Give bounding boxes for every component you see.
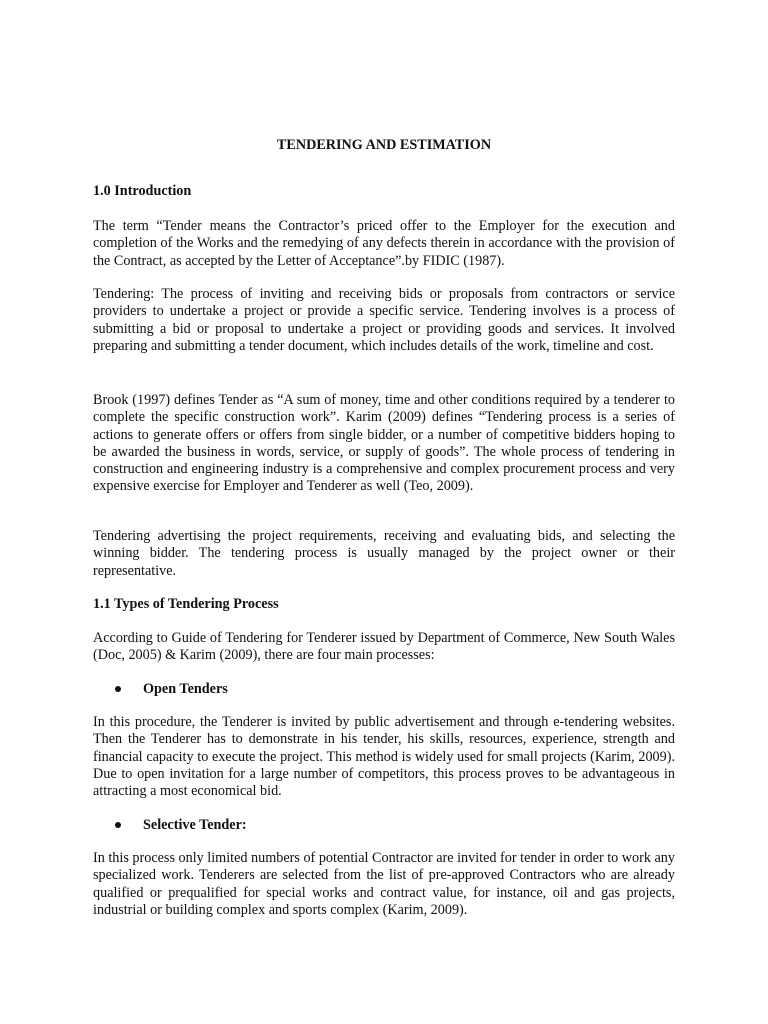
intro-paragraph-brook-karim: Brook (1997) defines Tender as “A sum of money, time and other conditions required by a tenderer to complete the specific construction work”. Karim (2009) defines “Tendering process is a series of actions to generate offers or offers from single bidder, or a number of competitive bidders hoping to be awarded the business in words, service, or supply of goods”. The whole process of tendering in construction and engineering industry is a comprehensive and complex procurement process and very expensive exercise for Employer and Tenderer as well (Teo, 2009). <box>93 392 675 495</box>
section-heading-types: 1.1 Types of Tendering Process <box>93 596 279 612</box>
intro-paragraph-tender-definition: The term “Tender means the Contractor’s priced offer to the Employer for the execution and completion of the Works and the remedying of any defects therein in accordance with the provision of the Contract, as accepted by the Letter of Acceptance”.by FIDIC (1987). <box>93 218 675 269</box>
document-title: TENDERING AND ESTIMATION <box>276 137 492 153</box>
bullet-label: Selective Tender: <box>143 817 247 833</box>
selective-tender-paragraph: In this process only limited numbers of potential Contractor are invited for tender in order to work any specialized work. Tenderers are selected from the list of pre-approved Contractors who are already qualified or prequalified for special works and contract value, for instance, oil and gas projects, industrial or building complex and sports complex (Karim, 2009). <box>93 850 675 918</box>
intro-paragraph-tendering-process: Tendering: The process of inviting and receiving bids or proposals from contractors or service providers to undertake a project or provide a specific service. Tendering involves is a process of submitting a bid or proposal to undertake a project or providing goods and services. It involved preparing and submitting a tender document, which includes details of the work, timeline and cost. <box>93 286 675 354</box>
bullet-selective-tender <box>115 816 247 834</box>
types-intro-paragraph: According to Guide of Tendering for Tenderer issued by Department of Commerce, New South Wales (Doc, 2005) & Karim (2009), there are four main processes: <box>93 630 675 664</box>
bullet-label: Open Tenders <box>143 681 228 697</box>
bullet-open-tenders <box>115 680 228 698</box>
intro-paragraph-advertising: Tendering advertising the project requirements, receiving and evaluating bids, and selecting the winning bidder. The tendering process is usually managed by the project owner or their representative. <box>93 528 675 579</box>
section-heading-introduction: 1.0 Introduction <box>93 183 192 199</box>
bullet-icon <box>115 686 121 692</box>
bullet-icon <box>115 822 121 828</box>
open-tenders-paragraph: In this procedure, the Tenderer is invited by public advertisement and through e-tendering websites. Then the Tenderer has to demonstrate in his tender, his skills, resources, experience, strength and financial capacity to execute the project. This method is widely used for small projects (Karim, 2009). Due to open invitation for a large number of competitors, this process proves to be advantageous in attracting a most economical bid. <box>93 714 675 800</box>
